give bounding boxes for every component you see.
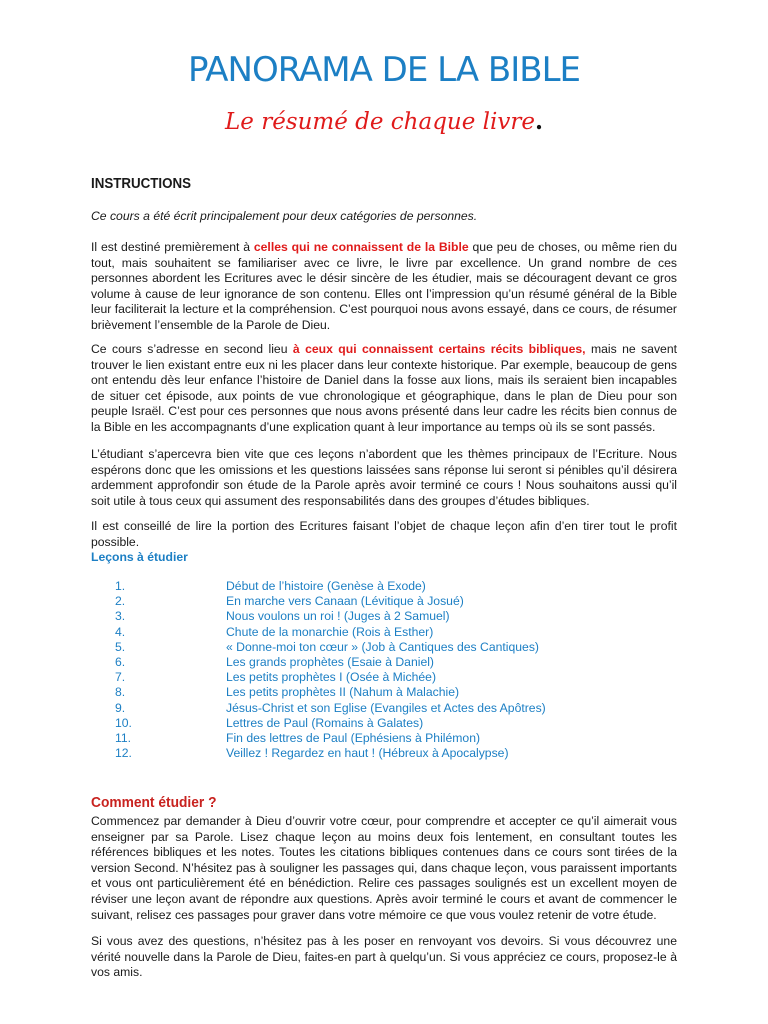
lesson-item	[91, 625, 677, 640]
lesson-title: Les petits prophètes II (Nahum à Malachie)	[226, 685, 460, 700]
instructions-paragraph-2	[91, 342, 677, 436]
how-to-study-paragraph-2: Si vous avez des questions, n’hésitez pas à les poser en renvoyant vos devoirs. Si vous découvrez une vérité nouvelle dans la Parole de Dieu, faites-en part à quelqu’un. Si vous appréciez ce cours, proposez-le à vos amis.	[91, 934, 677, 980]
lesson-title: Nous voulons un roi ! (Juges à 2 Samuel)	[226, 609, 450, 624]
lesson-number: 12.	[115, 746, 132, 761]
p1-before: Il est destiné premièrement à	[91, 240, 254, 254]
lesson-item	[91, 640, 677, 655]
how-to-study-paragraph-1: Commencez par demander à Dieu d’ouvrir votre cœur, pour comprendre et accepter ce qu’il aimerait vous enseigner par sa Parole. Lisez chaque leçon au moins deux fois lentement, en consultant toutes les références bibliques et les notes. Toutes les citations bibliques contenues dans ce cours sont tirées de la version Second. N’hésitez pas à souligner les passages qui, dans chaque leçon, vous paraissent importants et vous ont particulièrement été en bénédiction. Relire ces passages soulignés est un excellent moyen de réviser une leçon avant de répondre aux questions. Après avoir terminé le cours et avant de commencer le suivant, relisez ces passages pour graver dans votre mémoire ce que vous voulez retenir de votre étude.	[91, 814, 677, 922]
lessons-list	[91, 579, 677, 761]
p1-highlight: celles qui ne connaissent de la Bible	[253, 240, 469, 254]
lesson-number: 6.	[115, 654, 126, 669]
lesson-title: Jésus-Christ et son Eglise (Evangiles et Actes des Apôtres)	[226, 700, 546, 715]
lesson-title: Lettres de Paul (Romains à Galates)	[226, 715, 424, 730]
lesson-number: 8.	[115, 685, 126, 700]
lesson-number: 9.	[115, 700, 126, 715]
page-subtitle	[91, 108, 677, 135]
lesson-title: Fin des lettres de Paul (Ephésiens à Philémon)	[226, 730, 481, 745]
p1-after: que peu de choses, ou même rien du tout, mais souhaitent se familiariser avec ce livre, le livre par excellence. Un grand nombre de ces personnes abordent les Ecritures avec le désir sincère de les étudier, mais se découragent devant ce gros volume à cause de leur ignorance de son contenu. Elles ont l’impression qu’un résumé général de la Bible leur faciliterait la lecture et la compréhension. C’est pourquoi nous avons essayé, dans ce cours, de résumer brièvement l’ensemble de la Parole de Dieu.	[91, 240, 677, 332]
lesson-number: 4.	[115, 624, 126, 639]
lesson-item	[91, 731, 677, 746]
lesson-number: 11.	[115, 730, 132, 745]
subtitle-text: Le résumé de chaque livre	[225, 109, 535, 135]
p2-highlight: à ceux qui connaissent certains récits bibliques,	[292, 342, 586, 356]
lesson-item	[91, 609, 677, 624]
lesson-item	[91, 685, 677, 700]
how-to-study-heading: Comment étudier ?	[91, 795, 217, 811]
lesson-title: Veillez ! Regardez en haut ! (Hébreux à Apocalypse)	[226, 746, 509, 761]
instructions-paragraph-3: L’étudiant s’apercevra bien vite que ces leçons n’abordent que les thèmes principaux de l’Ecriture. Nous espérons donc que les omissions et les questions laissées sans réponse lui seront si pénibles qu’il désirera ardemment approfondir son étude de la Parole après avoir terminé ce cours ! Nous souhaitons aussi qu’il soit utile à tous ceux qui assument des responsabilités dans des groupes d’études bibliques.	[91, 447, 677, 508]
instructions-paragraph-1	[91, 240, 677, 334]
instructions-heading: INSTRUCTIONS	[91, 176, 192, 192]
lesson-item	[91, 701, 677, 716]
lesson-title: Les grands prophètes (Esaie à Daniel)	[226, 654, 434, 669]
subtitle-dot: .	[534, 108, 543, 135]
p2-after: mais ne savent trouver le lien existant entre eux ni les placer dans leur contexte historique. Par exemple, beaucoup de gens ont entendu dès leur enfance l’histoire de Daniel dans la fosse aux lions, mais ils seraient bien incapables de situer cet épisode, aux points de vue chronologique et géographique, dans le plan de Dieu pour son peuple Israël. C’est pour ces personnes que nous avons présenté dans leur cadre les récits bien connus de la Bible en les accompagnants d’une explication quant à leur importance au temps où ils se sont passés.	[91, 342, 677, 434]
lesson-title: Chute de la monarchie (Rois à Esther)	[226, 624, 434, 639]
lesson-title: Début de l’histoire (Genèse à Exode)	[226, 579, 426, 593]
page-title: PANORAMA DE LA BIBLE	[187, 50, 581, 90]
p2-before: Ce cours s’adresse en second lieu	[91, 342, 293, 356]
lesson-number: 2.	[115, 594, 126, 609]
instructions-paragraph-4: Il est conseillé de lire la portion des Ecritures faisant l’objet de chaque leçon afin d’en tirer tout le profit possible.	[91, 519, 677, 549]
lesson-number: 7.	[115, 670, 126, 685]
lesson-item	[91, 670, 677, 685]
lesson-title: Les petits prophètes I (Osée à Michée)	[226, 670, 437, 685]
lesson-item	[91, 716, 677, 731]
lesson-item	[91, 594, 677, 609]
lesson-number: 3.	[115, 609, 126, 624]
lessons-heading: Leçons à étudier	[91, 550, 188, 564]
lesson-item	[91, 579, 677, 594]
lesson-item	[91, 655, 677, 670]
lesson-item	[91, 746, 677, 761]
lesson-number: 1.	[115, 579, 126, 593]
lesson-number: 5.	[115, 639, 126, 654]
instructions-intro: Ce cours a été écrit principalement pour deux catégories de personnes.	[91, 209, 478, 223]
lesson-title: En marche vers Canaan (Lévitique à Josué)	[226, 594, 464, 609]
lesson-number: 10.	[115, 715, 132, 730]
lesson-title: « Donne-moi ton cœur » (Job à Cantiques des Cantiques)	[226, 639, 539, 654]
